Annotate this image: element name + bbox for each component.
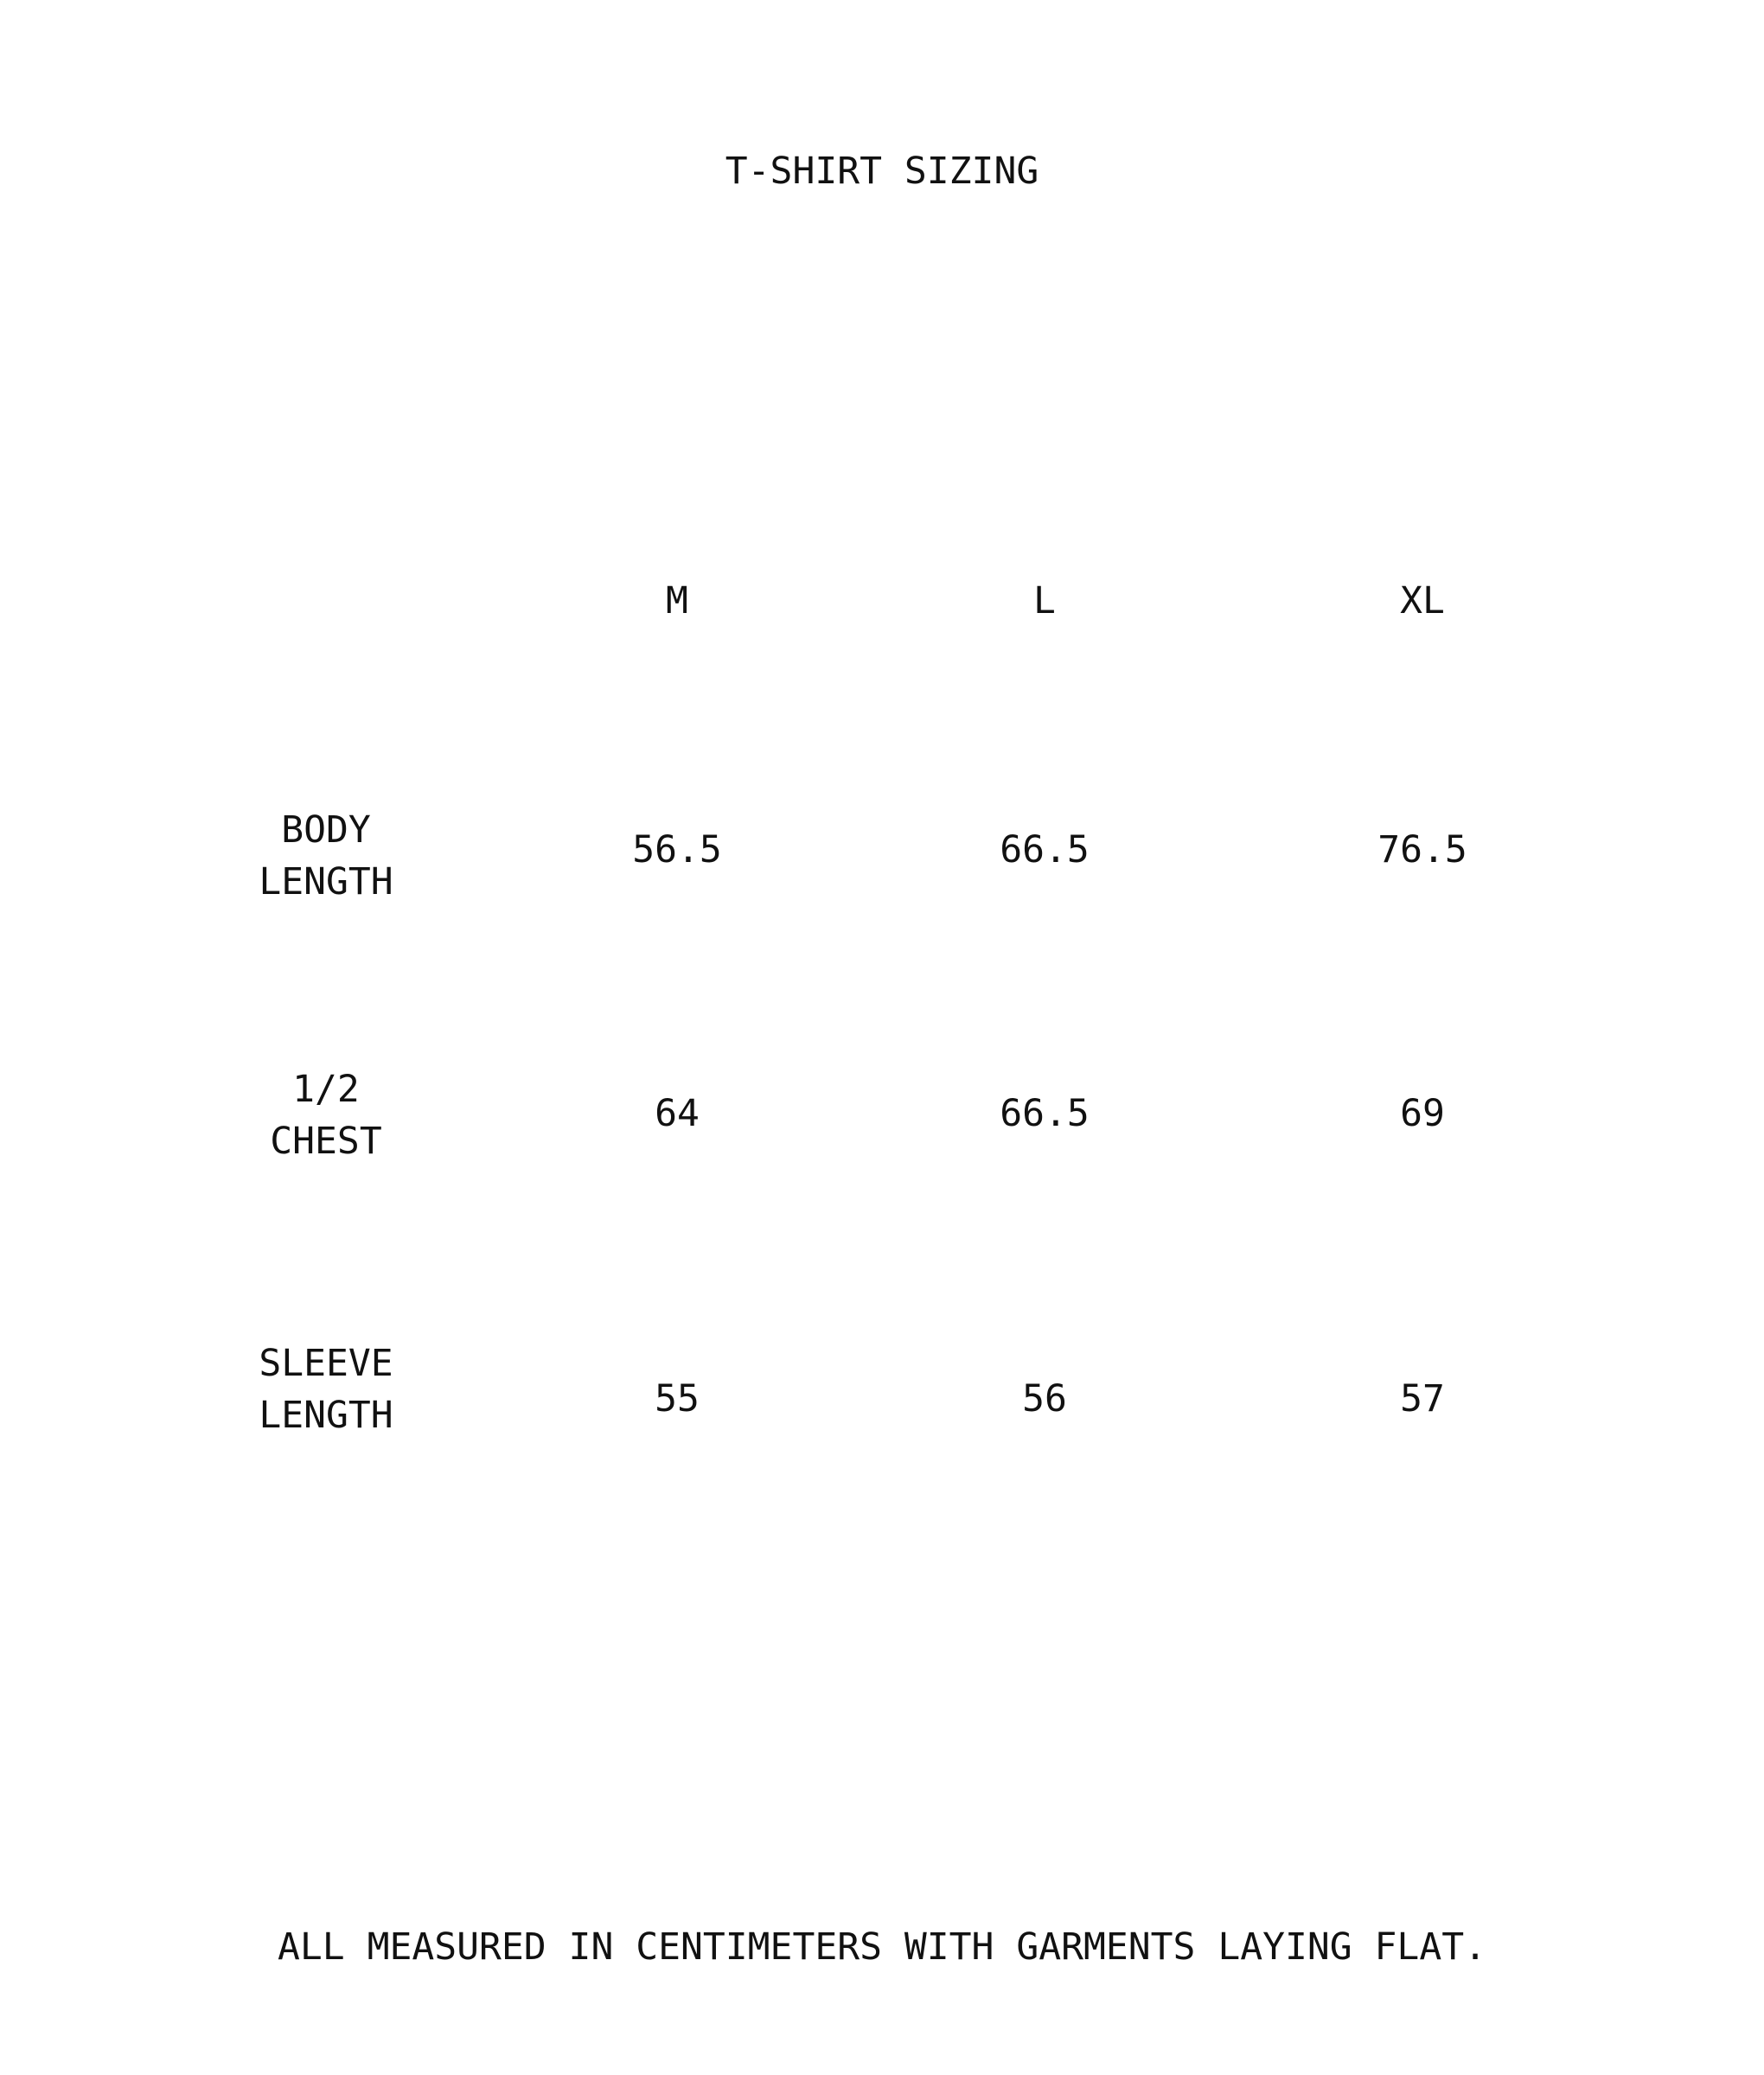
table-cell: 66.5 [1000, 828, 1090, 872]
size-header-xl: XL [1400, 579, 1445, 622]
row-label-sleeve-length [196, 1338, 456, 1441]
size-header-m: M [666, 579, 688, 622]
table-cell: 66.5 [1000, 1092, 1090, 1135]
row-label-line: SLEEVE [259, 1342, 393, 1385]
row-label-line: LENGTH [259, 860, 393, 903]
row-label-half-chest [196, 1063, 456, 1167]
row-label-line: LENGTH [259, 1394, 393, 1437]
table-cell: 69 [1400, 1092, 1445, 1135]
table-cell: 57 [1400, 1377, 1445, 1421]
table-cell: 56 [1022, 1377, 1067, 1421]
table-cell: 64 [655, 1092, 700, 1135]
table-cell: 76.5 [1377, 828, 1467, 872]
measurement-note: ALL MEASURED IN CENTIMETERS WITH GARMENTS LAYING FLAT. [278, 1925, 1486, 1969]
table-cell: 55 [655, 1377, 700, 1421]
row-label-body-length [196, 804, 456, 908]
size-header-l: L [1033, 579, 1056, 622]
row-label-line: 1/2 [292, 1068, 360, 1111]
table-cell: 56.5 [632, 828, 722, 872]
row-label-line: CHEST [270, 1120, 382, 1163]
row-label-line: BODY [281, 808, 371, 852]
size-table [0, 553, 1764, 1470]
page-title: T-SHIRT SIZING [725, 150, 1039, 193]
